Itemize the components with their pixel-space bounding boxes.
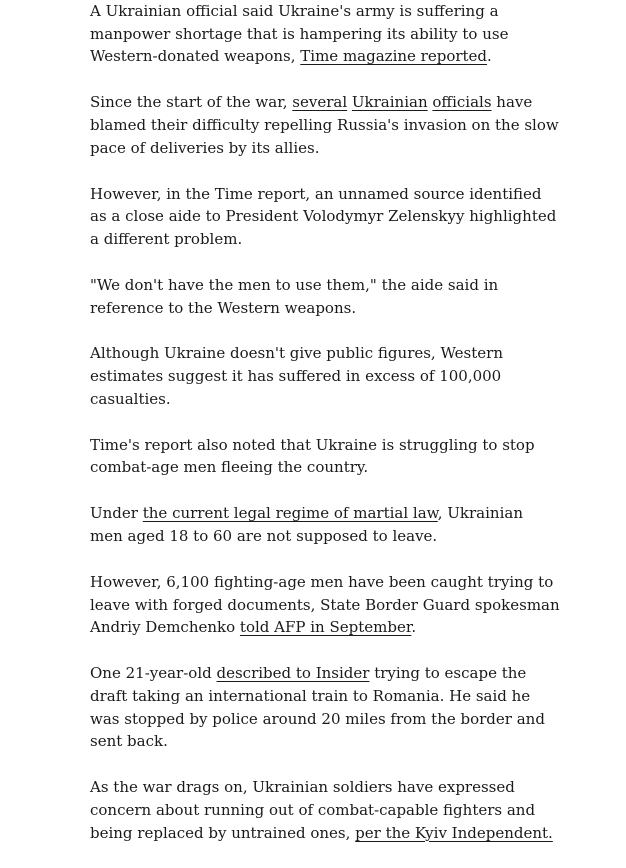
article-paragraph: "We don't have the men to use them," the aide said in reference to the Western weapons. [90,275,499,317]
article-paragraph [90,571,560,639]
paragraph-text: As the war drags on, Ukrainian soldiers have expressed concern about running out of combat-capable fighters and being replaced by untrained ones, [90,778,536,842]
paragraph-text: Since the start of the war, [90,93,293,112]
paragraph-text: However, 6,100 fighting-age men have been caught trying to leave with forged documents, State Border Guard spokesman Andriy Demchenko [90,572,560,637]
paragraph-text: have blamed their difficulty repelling Russia's invasion on the slow pace of deliveries by its allies. [90,93,559,157]
article-paragraph [90,776,560,844]
article-paragraph: However, in the Time report, an unnamed source identified as a close aide to President Volodymyr Zelenskyy highlighted a different problem. [90,184,557,248]
insider-link[interactable]: described to Insider [216,664,370,683]
paragraph-text: . [411,618,417,637]
article-paragraph [90,502,560,547]
paragraph-text: , Ukrainian men aged 18 to 60 are not supposed to leave. [90,504,523,546]
paragraph-text: Under [90,504,143,523]
article-paragraph: Time's report also noted that Ukraine is struggling to stop combat-age men fleeing the country. [90,435,535,477]
article-paragraph [90,0,560,68]
martial-law-link[interactable]: the current legal regime of martial law [142,504,438,523]
paragraph-text: . [487,47,492,66]
article-paragraph: Although Ukraine doesn't give public figures, Western estimates suggest it has suffered in excess of 100,000 casualties. [90,344,503,408]
paragraph-text: One 21-year-old [90,664,217,683]
paragraph-text: trying to escape the draft taking an international train to Romania. He said he was stopped by police around 20 miles from the border and sent back. [90,664,545,751]
article-body [90,0,560,868]
kyiv-independent-link[interactable]: per the Kyiv Independent. [355,823,553,842]
officials-link[interactable]: officials [432,93,492,112]
article-paragraph [90,662,560,753]
paragraph-text: A Ukrainian official said Ukraine's army is suffering a manpower shortage that is hampering its ability to use Western-donated weapons, [90,2,509,66]
time-magazine-link[interactable]: Time magazine reported [300,47,488,66]
afp-link[interactable]: told AFP in September [239,618,412,637]
ukrainian-link[interactable]: Ukrainian [351,93,428,112]
article-paragraph [90,91,560,159]
several-link[interactable]: several [292,93,348,112]
